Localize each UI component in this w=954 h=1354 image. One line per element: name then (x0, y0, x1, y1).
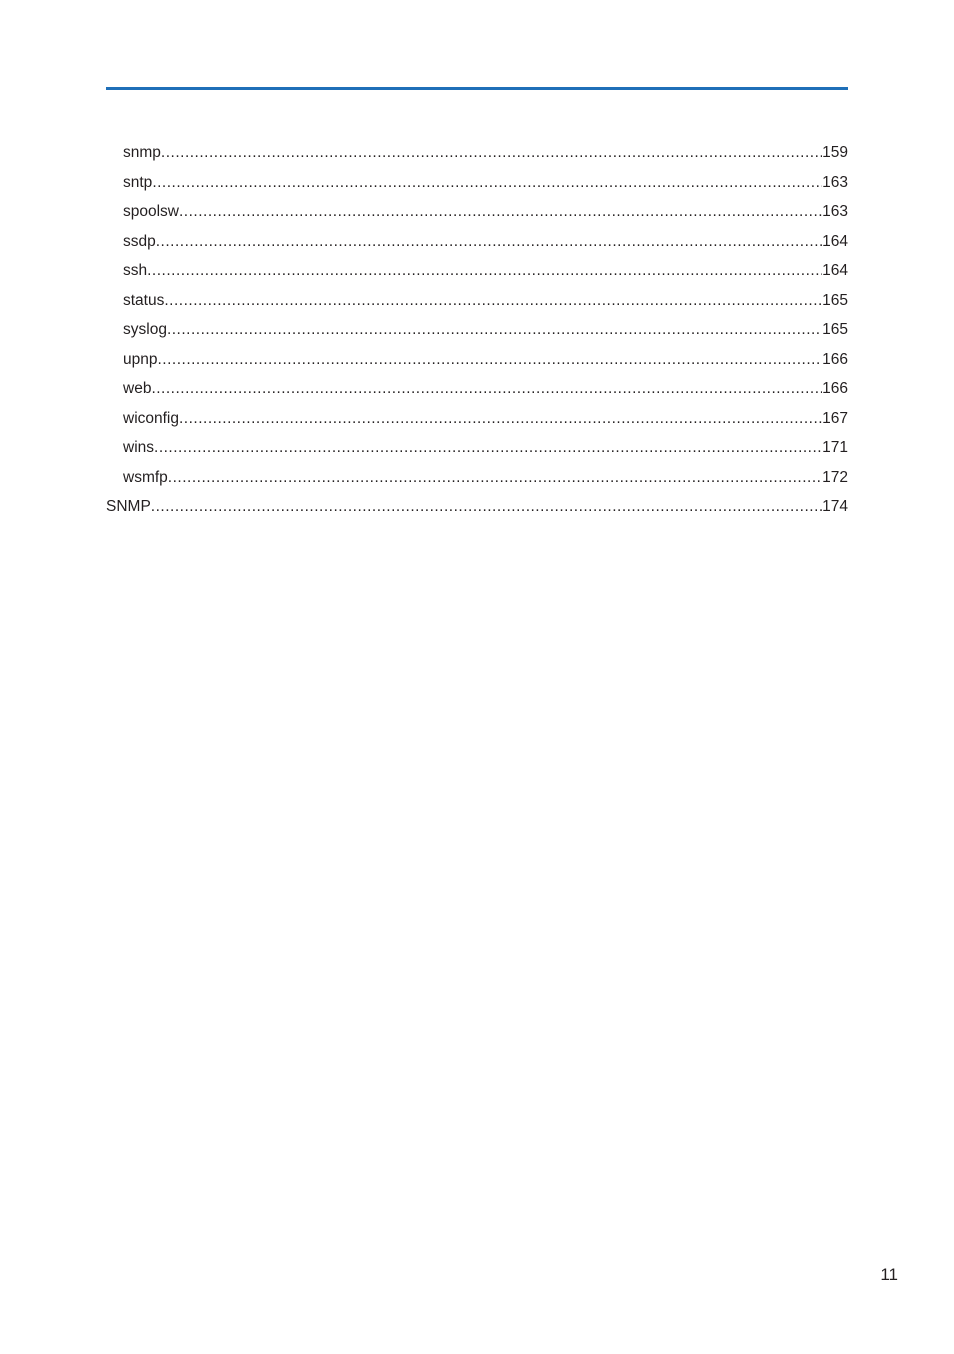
toc-entry-page: 172 (822, 468, 848, 486)
toc-entry-page: 163 (822, 173, 848, 191)
toc-entry-page: 164 (822, 232, 848, 250)
toc-entry-page: 174 (822, 498, 848, 515)
toc-entry-page: 165 (822, 321, 848, 338)
toc-entry-label: syslog (123, 321, 167, 338)
toc-dot-leader (151, 493, 822, 520)
table-of-contents (106, 139, 848, 523)
toc-entry-page: 164 (822, 262, 848, 279)
toc-entry-snmp-section[interactable] (106, 493, 848, 523)
toc-dot-leader (164, 287, 822, 314)
toc-dot-leader (167, 316, 822, 343)
toc-dot-leader (168, 464, 822, 491)
toc-entry-label: wins (123, 439, 155, 456)
toc-dot-leader (156, 228, 822, 255)
header-rule (106, 87, 848, 90)
toc-entry-page: 163 (822, 203, 848, 220)
toc-entry-page: 171 (822, 439, 848, 456)
toc-entry-page: 165 (822, 291, 848, 309)
toc-entry-label: wsmfp (123, 468, 168, 486)
toc-entry-label: sntp (123, 173, 153, 191)
toc-dot-leader (179, 405, 822, 432)
toc-entry-page: 166 (822, 350, 848, 368)
toc-entry-label: web (123, 380, 152, 397)
toc-entry-label: ssdp (123, 232, 156, 250)
toc-entry-ssdp[interactable] (106, 228, 848, 258)
toc-dot-leader (154, 434, 822, 461)
toc-entry-label: snmp (123, 144, 161, 161)
toc-entry-syslog[interactable] (106, 316, 848, 346)
toc-entry-wins[interactable] (106, 434, 848, 464)
toc-entry-upnp[interactable] (106, 346, 848, 376)
toc-dot-leader (147, 257, 822, 284)
toc-entry-label: spoolsw (123, 203, 179, 220)
toc-entry-page: 159 (822, 144, 848, 161)
toc-dot-leader (152, 169, 822, 196)
toc-dot-leader (161, 139, 822, 166)
page-number: 11 (880, 1265, 898, 1284)
toc-dot-leader (151, 375, 822, 402)
toc-entry-label: wiconfig (123, 409, 179, 427)
toc-entry-wsmfp[interactable] (106, 464, 848, 494)
toc-dot-leader (157, 346, 822, 373)
toc-entry-page: 167 (822, 409, 848, 427)
toc-entry-label: SNMP (106, 498, 151, 515)
toc-entry-label: status (123, 291, 165, 309)
toc-entry-wiconfig[interactable] (106, 405, 848, 435)
toc-entry-label: ssh (123, 262, 148, 279)
toc-entry-status[interactable] (106, 287, 848, 317)
toc-dot-leader (179, 198, 822, 225)
toc-entry-label: upnp (123, 350, 158, 368)
toc-entry-sntp[interactable] (106, 169, 848, 199)
toc-entry-spoolsw[interactable] (106, 198, 848, 228)
toc-entry-page: 166 (822, 380, 848, 397)
toc-entry-web[interactable] (106, 375, 848, 405)
toc-entry-snmp[interactable] (106, 139, 848, 169)
toc-entry-ssh[interactable] (106, 257, 848, 287)
